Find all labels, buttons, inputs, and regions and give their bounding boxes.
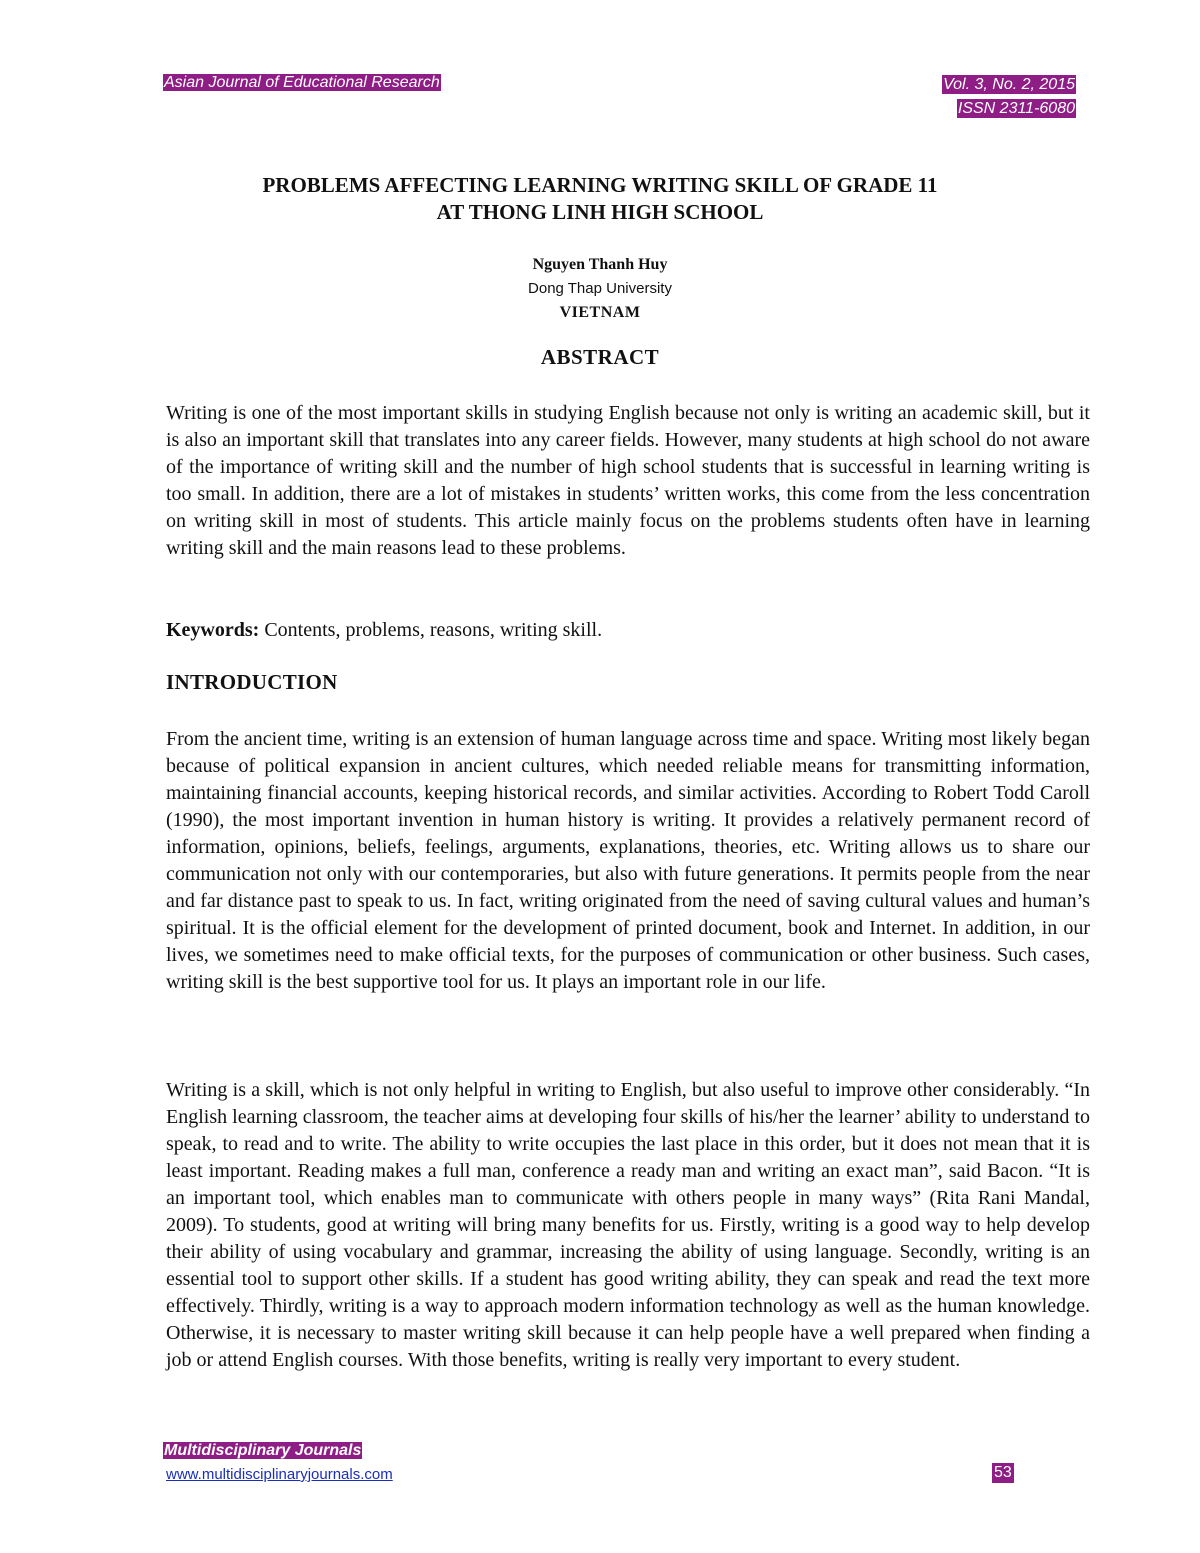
journal-name: Asian Journal of Educational Research [164,74,440,91]
introduction-paragraph-1: From the ancient time, writing is an extension of human language across time and space. Writing most likely began because of political expansion in ancient cultures, which needed reliable means for transmitting information, maintaining financial accounts, keeping historical records, and similar activities. According to Robert Todd Caroll (1990), the most important invention in human history is writing. It provides a relatively permanent record of information, opinions, beliefs, feelings, arguments, explanations, theories, etc. Writing allows us to share our communication not only with our contemporaries, but also with future generations. It permits people from the near and far distance past to speak to us. In fact, writing originated from the need of saving cultural values and human’s spiritual. It is the official element for the development of printed document, book and Internet. In addition, in our lives, we sometimes need to make official texts, for the purposes of communication or other business. Such cases, writing skill is the best supportive tool for us. It plays an important role in our life. [166,728,1090,993]
keywords-line [166,617,1090,644]
title-line-1: PROBLEMS AFFECTING LEARNING WRITING SKILL OF GRADE 11 [262,173,938,197]
issn-info: ISSN 2311-6080 [957,100,1075,117]
abstract-heading: ABSTRACT [540,345,660,369]
journal-header [163,73,441,92]
abstract-body: Writing is one of the most important skills in studying English because not only is writing an academic skill, but it is also an important skill that translates into any career fields. However, many students at high school do not aware of the importance of writing skill and the number of high school students that is successful in learning writing is too small. In addition, there are a lot of mistakes in students’ written works, this come from the less concentration on writing skill in most of students. This article mainly focus on the problems students often have in learning writing skill and the main reasons lead to these problems. [166,402,1090,559]
introduction-paragraph-2: Writing is a skill, which is not only helpful in writing to English, but also useful to improve other considerably. “In English learning classroom, the teacher aims at developing four skills of his/her the learner’ ability to understand to speak, to read and to write. The ability to write occupies the last place in this order, but it does not mean that it is least important. Reading makes a full man, conference a ready man and writing an exact man”, said Bacon. “It is an important tool, which enables man to communicate with others people in many ways” (Rita Rani Mandal, 2009). To students, good at writing will bring many benefits for us. Firstly, writing is a good way to help develop their ability of using vocabulary and grammar, increasing the ability of using language. Secondly, writing is an essential tool to support other skills. If a student has good writing ability, they can speak and read the text more effectively. Thirdly, writing is a way to approach modern information technology as well as the human knowledge. Otherwise, it is necessary to master writing skill because it can help people have a well prepared when finding a job or attend English courses. With those benefits, writing is really very important to every student. [166,1079,1090,1371]
publisher-name: Multidisciplinary Journals [164,1442,362,1459]
keywords-text: Contents, problems, reasons, writing skill. [259,619,603,641]
footer-publisher [163,1441,362,1460]
keywords-label: Keywords: [166,619,260,641]
volume-info: Vol. 3, No. 2, 2015 [943,76,1075,93]
paper-title [0,172,1200,226]
author-affiliation: Dong Thap University [528,280,672,297]
page-number: 53 [994,1464,1012,1481]
introduction-heading: INTRODUCTION [166,670,338,694]
author-block [0,253,1200,325]
author-name: Nguyen Thanh Huy [532,256,668,273]
title-line-2: AT THONG LINH HIGH SCHOOL [436,200,764,224]
journal-website-link[interactable]: www.multidisciplinaryjournals.com [166,1466,393,1483]
author-country: VIETNAM [559,304,641,321]
issue-header [942,73,1076,121]
